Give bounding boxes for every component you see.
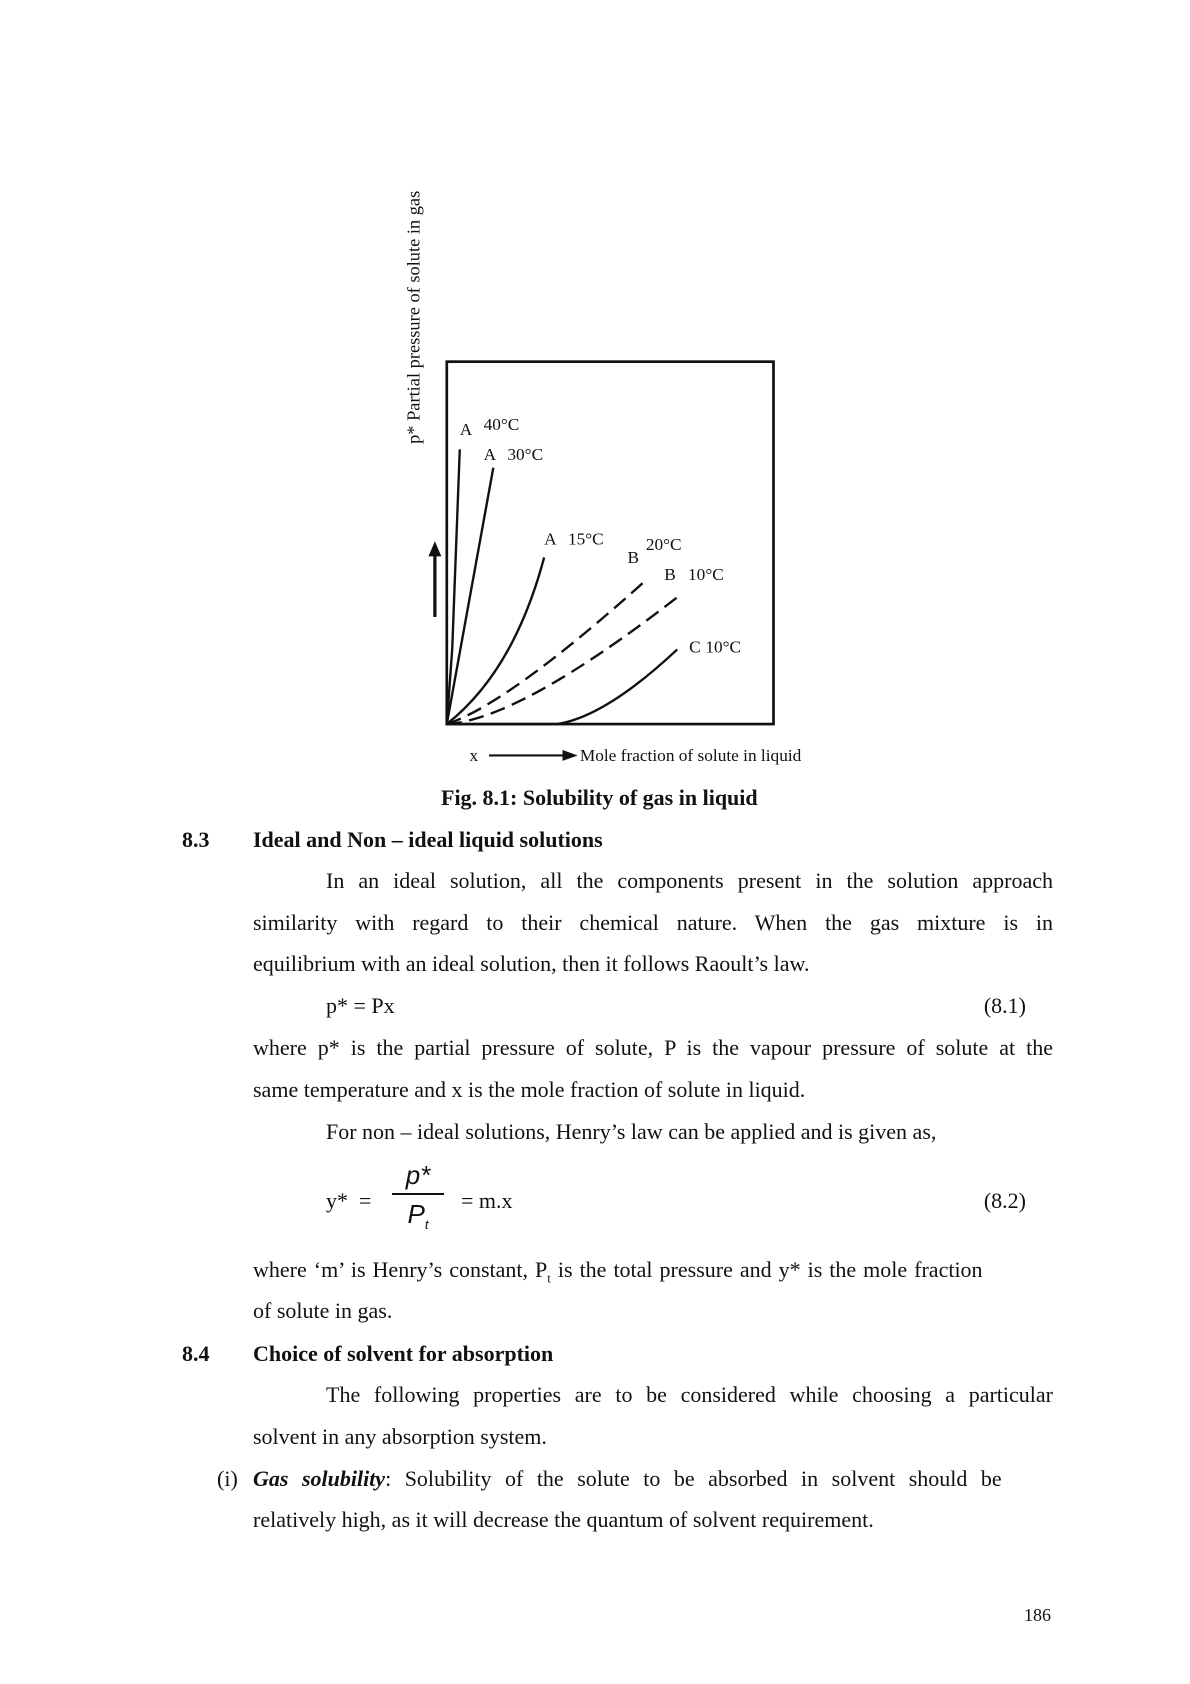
list-item-gas-solubility: Gas solubility: Solubility of the solute to be absorbed in solvent should be <box>253 1466 1002 1491</box>
paragraph-line: The following properties are to be considered while choosing a particular <box>326 1382 1053 1407</box>
section-8-4-number: 8.4 <box>182 1341 210 1366</box>
equation-8-2-rhs: = m.x <box>461 1188 513 1213</box>
x-axis-label: Mole fraction of solute in liquid <box>579 745 802 765</box>
equation-8-2-fraction <box>392 1160 444 1232</box>
label-20c: 20°C <box>645 534 682 554</box>
equation-8-1-number: (8.1) <box>983 993 1026 1018</box>
label-a-15: A <box>544 529 557 549</box>
section-8-3-title: Ideal and Non – ideal liquid solutions <box>253 827 603 852</box>
list-marker-i: (i) <box>217 1466 238 1491</box>
label-40c: 40°C <box>483 414 520 434</box>
equation-8-1: p* = Px <box>326 993 395 1018</box>
figure-caption: Fig. 8.1: Solubility of gas in liquid <box>441 785 758 810</box>
paragraph-line: For non – ideal solutions, Henry’s law can be applied and is given as, <box>326 1119 937 1144</box>
label-15c: 15°C <box>567 529 604 549</box>
label-b-20: B <box>627 547 640 567</box>
equation-8-2-number: (8.2) <box>983 1188 1026 1213</box>
curve-b-20c <box>447 581 645 724</box>
paragraph-line: solvent in any absorption system. <box>253 1424 547 1449</box>
section-8-4-title: Choice of solvent for absorption <box>253 1341 554 1366</box>
fraction-denominator: $P_t$ <box>407 1199 429 1233</box>
page-number: 186 <box>1024 1605 1051 1625</box>
fraction-numerator: p* <box>392 1160 444 1195</box>
label-10c-b: 10°C <box>688 565 724 585</box>
y-axis-label: p* Partial pressure of solute in gas <box>403 190 424 444</box>
right-arrow-icon <box>489 750 578 761</box>
section-8-3-number: 8.3 <box>182 827 210 852</box>
equation-8-2-lhs: y* = <box>326 1188 372 1213</box>
curve-c-10c <box>447 649 677 724</box>
label-b-10: B <box>664 565 676 585</box>
paragraph-line: equilibrium with an ideal solution, then it follows Raoult’s law. <box>253 951 810 976</box>
paragraph-line: In an ideal solution, all the components present in the solution approach <box>326 868 1053 893</box>
label-30c: 30°C <box>507 445 544 465</box>
paragraph-line: where p* is the partial pressure of solute, P is the vapour pressure of solute at the <box>253 1035 1053 1060</box>
paragraph-line: of solute in gas. <box>253 1298 393 1323</box>
label-c-10: C <box>689 637 701 657</box>
up-arrow-icon <box>428 541 441 617</box>
paragraph-line: relatively high, as it will decrease the quantum of solvent requirement. <box>253 1507 874 1532</box>
label-a-30: A <box>483 445 497 465</box>
label-10c-c: 10°C <box>705 637 742 657</box>
paragraph-line: similarity with regard to their chemical nature. When the gas mixture is in <box>253 910 1053 935</box>
paragraph-line: same temperature and x is the mole fraction of solute in liquid. <box>253 1077 806 1102</box>
paragraph-line: where ‘m’ is Henry’s constant, $P_t$ is the total pressure and y* is the mole fraction <box>253 1257 983 1286</box>
label-a-40: A <box>459 420 473 440</box>
curve-b-10c <box>447 596 679 724</box>
x-symbol: x <box>469 745 479 765</box>
